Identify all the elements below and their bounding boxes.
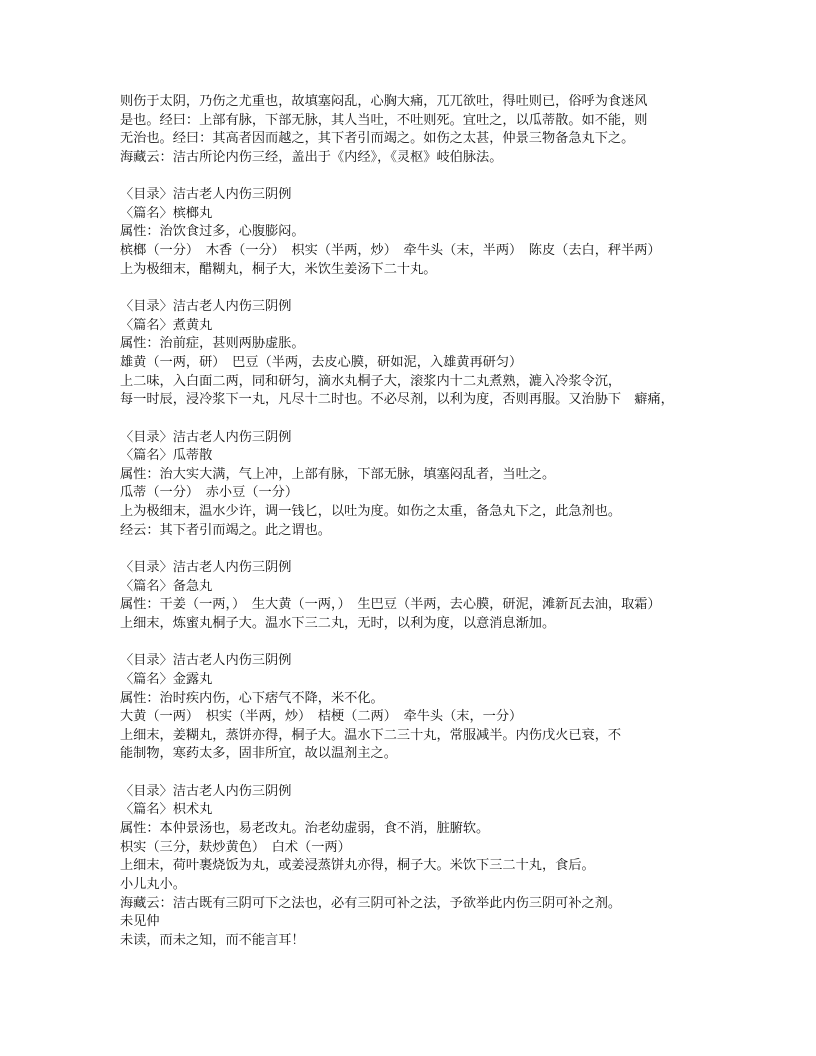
- text-line: 则伤于太阴，乃伤之尤重也，故填塞闷乱，心胸大痛，兀兀欲吐，得吐则已，俗呼为食迷风: [120, 94, 648, 109]
- text-line: 〈目录〉洁古老人内伤三阴例: [120, 783, 292, 799]
- text-line: 〈篇名〉金露丸: [120, 671, 213, 687]
- text-line: 〈篇名〉瓜蒂散: [120, 448, 213, 464]
- text-line: 〈篇名〉枳术丸: [120, 802, 213, 818]
- text-line: 属性：治时疾内伤，心下痞气不降，米不化。: [120, 690, 384, 706]
- text-line: 〈目录〉洁古老人内伤三阴例: [120, 187, 292, 203]
- text-line: 未读，而未之知，而不能言耳！: [120, 932, 305, 948]
- text-line: 是也。经曰：上部有脉，下部无脉，其人当吐，不吐则死。宜吐之，以瓜蒂散。如不能，则: [120, 112, 648, 128]
- blank-line: [120, 540, 720, 559]
- text-line: 经云：其下者引而竭之。此之谓也。: [120, 522, 331, 538]
- text-line: 属性：治饮食过多，心腹膨闷。: [120, 224, 305, 240]
- text-line: 属性：干姜（一两，） 生大黄（一两，） 生巴豆（半两，去心膜，研泥，滩新瓦去油，取霜）: [120, 597, 661, 613]
- text-line: 大黄（一两） 枳实（半两，炒） 桔梗（二两） 牵牛头（末，一分）: [120, 709, 523, 725]
- text-line: 每一时辰，浸冷浆下一丸，凡尽十二时也。不必尽剂，以利为度，否则再服。又治胁下 癖痛，: [120, 392, 674, 408]
- blank-line: [120, 279, 720, 298]
- blank-line: [120, 410, 720, 429]
- text-line: 海藏云：洁古所论内伤三经，盖出于《内经》，《灵枢》岐伯脉法。: [120, 149, 503, 165]
- text-line: 上为极细末，醋糊丸，桐子大，米饮生姜汤下二十丸。: [120, 261, 437, 277]
- text-line: 〈目录〉洁古老人内伤三阴例: [120, 560, 292, 576]
- text-line: 上二味，入白面二两，同和研匀，滴水丸桐子大，滚浆内十二丸煮熟，漉入冷浆令沉，: [120, 373, 622, 389]
- text-line: 上细末，姜糊丸，蒸饼亦得，桐子大。温水下二三十丸，常服减半。内伤戊火已衰，不: [120, 727, 622, 743]
- text-line: 属性：治大实大满，气上冲，上部有脉，下部无脉，填塞闷乱者，当吐之。: [120, 466, 556, 482]
- text-line: 瓜蒂（一分） 赤小豆（一分）: [120, 485, 299, 501]
- text-line: 海藏云：洁古既有三阴可下之法也，必有三阴可补之法，予欲举此内伤三阴可补之剂。: [120, 895, 622, 911]
- text-line: 上为极细末，温水少许，调一钱匕，以吐为度。如伤之太重，备急丸下之，此急剂也。: [120, 504, 622, 520]
- text-line: 雄黄（一两，研） 巴豆（半两，去皮心膜，研如泥，入雄黄再研匀）: [120, 354, 523, 370]
- text-line: 枳实（三分，麸炒黄色） 白术（一两）: [120, 839, 351, 855]
- text-line: 〈目录〉洁古老人内伤三阴例: [120, 429, 292, 445]
- text-line: 属性：治前症，甚则两胁虚胀。: [120, 336, 305, 352]
- text-line: 未见仲: [120, 914, 160, 930]
- text-line: 〈目录〉洁古老人内伤三阴例: [120, 653, 292, 669]
- text-line: 〈篇名〉备急丸: [120, 578, 213, 594]
- text-line: 〈篇名〉煮黄丸: [120, 317, 213, 333]
- text-line: 属性：本仲景汤也，易老改丸。治老幼虚弱，食不消，脏腑软。: [120, 820, 490, 836]
- text-line: 上细末，炼蜜丸桐子大。温水下三二丸，无时，以利为度，以意消息渐加。: [120, 615, 556, 631]
- blank-line: [120, 764, 720, 783]
- text-line: 小儿丸小。: [120, 876, 186, 892]
- blank-line: [120, 634, 720, 653]
- text-line: 〈目录〉洁古老人内伤三阴例: [120, 299, 292, 315]
- text-line: 能制物，寒药太多，固非所宜，故以温剂主之。: [120, 746, 397, 762]
- document-body: [120, 93, 720, 950]
- text-line: 槟榔（一分） 木香（一分） 枳实（半两，炒） 牵牛头（末，半两） 陈皮（去白，秤半两）: [120, 243, 661, 259]
- text-line: 上细末，荷叶裹烧饭为丸，或姜浸蒸饼丸亦得，桐子大。米饮下三二十丸，食后。: [120, 858, 595, 874]
- blank-line: [120, 168, 720, 187]
- text-line: 〈篇名〉槟榔丸: [120, 205, 213, 221]
- text-line: 无治也。经曰：其高者因而越之，其下者引而竭之。如伤之太甚，仲景三物备急丸下之。: [120, 131, 635, 147]
